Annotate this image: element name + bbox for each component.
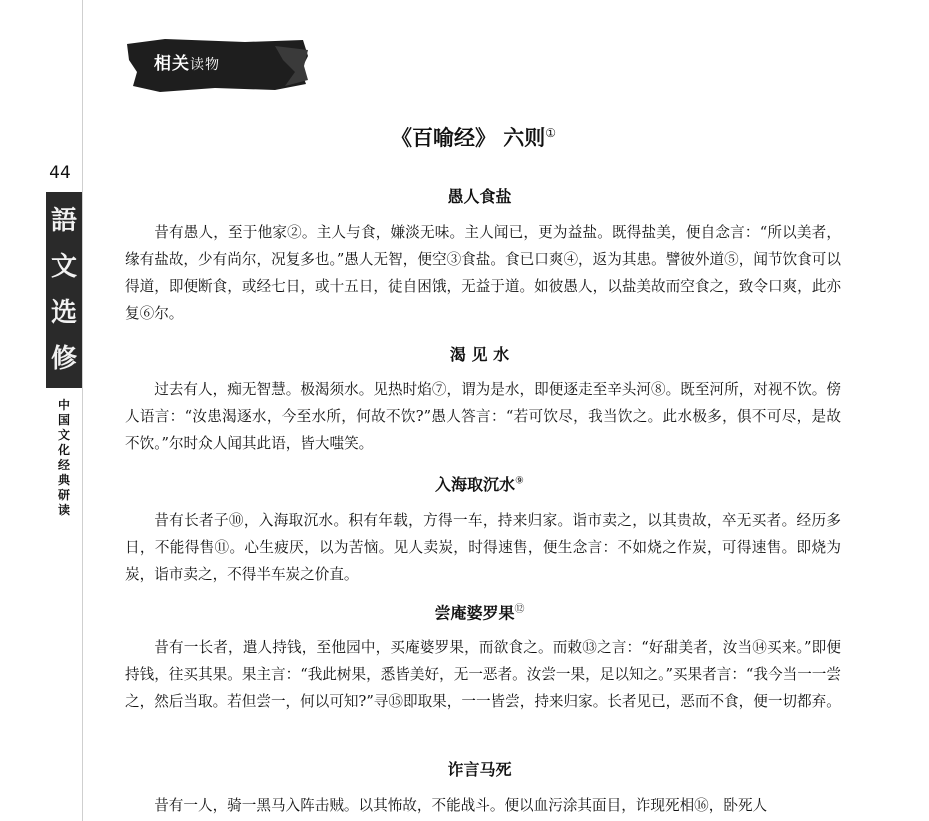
section-heading: 愚人食盐 xyxy=(447,187,512,206)
side-book-title: 中国文化经典研读 xyxy=(57,398,70,517)
section-heading: 入海取沉水⑨ xyxy=(435,475,524,494)
section-body: 昔有愚人，至于他家②。主人与食，嫌淡无味。主人闻已，更为益盐。既得盐美，便自念言：“所以美者，缘有盐故，少有尚尔，况复多也。”愚人无智，便空③食盐。食已口爽④，返为其患。譬彼外道⑤，闻节饮食可以得道，即便断食，或经七日，或十五日，徒自困饿，无益于道。如彼愚人，以盐美故而空食之，致令口爽，此亦复⑥尔。 xyxy=(125,224,841,322)
section-body: 过去有人，痴无智慧。极渴须水。见热时焰⑦，谓为是水，即便逐走至辛头河⑧。既至河所，对视不饮。傍人语言：“汝患渴逐水，今至水所，何故不饮?”愚人答言：“若可饮尽，我当饮之。此水极多，俱不可尽，是故不饮。”尔时众人闻其此语，皆大嗤笑。 xyxy=(125,381,841,452)
section-body: 昔有长者子⑩，入海取沉水。积有年载，方得一车，持来归家。诣市卖之，以其贵故，卒无买者。经历多日，不能得售⑪。心生疲厌，以为苦恼。见人卖炭，时得速售，便生念言：不如烧之作炭，可得速售。即烧为炭，诣市卖之，不得半车炭之价直。 xyxy=(125,512,841,583)
side-tab-char: 选 xyxy=(50,298,77,328)
section-heading: 尝庵婆罗果⑫ xyxy=(434,603,525,623)
banner-label: 相关读物 xyxy=(154,54,220,74)
side-tab-char: 文 xyxy=(50,252,77,282)
section-body: 昔有一长者，遣人持钱，至他园中，买庵婆罗果，而欲食之。而敕⑬之言：“好甜美者，汝当⑭买来。”即便持钱，往买其果。果主言：“我此树果，悉皆美好，无一恶者。汝尝一果，足以知之。”买果者言：“我今当一一尝之，然后当取。若但尝一，何以可知?”寻⑮即取果，一一皆尝，持来归家。长者见已，恶而不食，便一切都弃。 xyxy=(125,639,841,710)
side-tab-char: 修 xyxy=(50,344,77,374)
section-heading: 诈言马死 xyxy=(447,760,512,779)
side-tab-char: 語 xyxy=(50,206,77,236)
section-body: 昔有一人，骑一黑马入阵击贼。以其怖故，不能战斗。便以血污涂其面目，诈现死相⑯，卧死人 xyxy=(154,797,768,814)
page-number: 44 xyxy=(49,163,71,183)
page-title: 《百喻经》 六则① xyxy=(390,125,557,150)
section-heading: 渴 见 水 xyxy=(449,345,510,364)
